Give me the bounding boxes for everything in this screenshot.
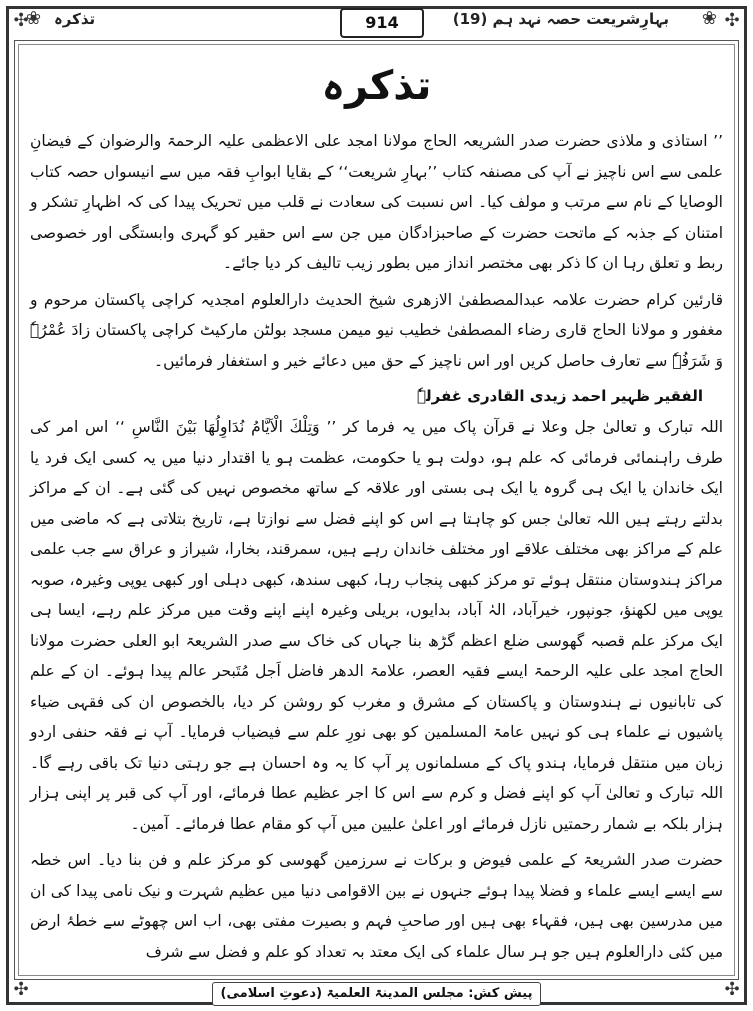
corner-ornament-icon: ✣ <box>13 979 29 1000</box>
page-header <box>14 8 739 38</box>
header-ornament-icon: ❀ <box>26 8 42 29</box>
header-ornament-icon: ❀ <box>701 8 717 29</box>
page-footer <box>14 982 739 1008</box>
corner-ornament-icon: ✣ <box>724 979 740 1000</box>
paragraph: قارئین کرام حضرت علامہ عبدالمصطفیٰ الازھری شیخ الحدیث دارالعلوم امجدیہ کراچی پاکستان مرحوم و مغفور و مولانا الحاج قاری رضاء المصطفیٰ خطیب نیو میمن مسجد بولٹن مارکیٹ کراچی پاکستان زادَ عُمْرُہٗ وَ شَرَفُہٗ سے تعارف حاصل کریں اور اس ناچیز کے حق میں دعائے خیر و استغفار فرمائیں۔ <box>30 290 723 370</box>
corner-ornament-icon: ✣ <box>13 10 29 31</box>
publisher-credit: پیش کش: مجلس المدینۃ العلمیۃ (دعوتِ اسلامی) <box>212 982 542 1006</box>
paragraph: ’’ استاذی و ملاذی حضرت صدر الشریعہ الحاج مولانا امجد علی الاعظمی علیہ الرحمۃ والرضوان کے فیضانِ علمی سے اس ناچیز نے آپ کی مصنفہ کتاب ’’بہارِ شریعت‘‘ کے بقایا ابوابِ فقہ میں سے انیسواں حصہ کتاب الوصایا کے نام سے مرتب و مولف کیا۔ اس نسبت کی سعادت نے قلب میں تحریک پیدا کی کہ اظہارِ تشکر و امتنان کے جذبہ کے ماتحت حضرت کے صاحبزادگان میں جن سے اس حقیر کو گہری وابستگی اور خصوصی ربط و تعلق رہا ان کا ذکر بھی مختصر انداز میں بطور زیب تالیف کر دیا جائے۔ <box>30 132 723 272</box>
page-number: 914 <box>340 8 424 38</box>
section-name: تذکرہ <box>54 10 96 28</box>
page-content <box>30 52 723 961</box>
paragraph: حضرت صدر الشریعۃ کے علمی فیوض و برکات نے سرزمین گھوسی کو مرکز علم و فن بنا دیا۔ اس خطہ سے ایسے ایسے علماء و فضلا پیدا ہوئے جنہوں نے بین الاقوامی دنیا میں عظیم شہرت و نیک نامی پیدا کی ان میں مدرسین بھی ہیں، فقہاء بھی ہیں اور صاحبِ فہم و بصیرت مفتی بھی، اب اس چھوٹے سے خطۂ ارض میں کئی دارالعلوم ہیں جو ہر سال علماء کی ایک معتد بہ تعداد کو علم و فضل سے شرف <box>30 851 723 961</box>
running-title: بہارِشریعت حصہ نہد ہم (19) <box>452 10 669 28</box>
paragraph: اللہ تبارک و تعالیٰ جل وعلا نے قرآن پاک میں یہ فرما کر ’’ وَتِلْكَ الْاَیَّامُ نُدَاوِلُهَا بَیْنَ النَّاسِ ‘‘ اس امر کی طرف راہنمائی فرمائی کہ علم ہو، دولت ہو یا حکومت، عظمت ہو یا اقتدار دنیا میں یہ کسی ایک فرد یا ایک خاندان یا ایک ہی گروہ یا ایک ہی بستی اور علاقہ کے ساتھ مخصوص نہیں کی گئی ہے۔ ان کے مراکز بدلتے رہتے ہیں اللہ تعالیٰ جس کو چاہتا ہے اس کو اپنے فضل سے نوازتا ہے، تاریخ بتلاتی ہے کہ ماضی میں علم کے مراکز بھی مختلف علاقے اور مختلف خاندان رہے ہیں، سمرقند، بخارا، شیراز و عراق سے جب علمی مراکز ہندوستان منتقل ہوئے تو مرکز کبھی پنجاب رہا، کبھی سندھ، کبھی دہلی اور کبھی یوپی وغیرہ، صوبہ یوپی میں لکھنؤ، جونپور، خیرآباد، الہٰ آباد، بدایوں، بریلی وغیرہ اپنے اپنے وقت میں مرکز علم رہے، ایسا ہی ایک مرکز علم قصبہ گھوسی ضلع اعظم گڑھ بنا جہاں کی خاک سے صدر الشریعۃ ابو العلی حضرت مولانا الحاج امجد علی علیہ الرحمۃ ایسے فقیہ العصر، علامۃ الدھر فاضل اَجل مُتَبحر عالم پیدا ہوئے۔ ان کے علم کی تابانیوں نے ہندوستان و پاکستان کے مشرق و مغرب کو روشن کر دیا، بالخصوص ان کی فقہی ضیاء پاشیوں نے علماء ہی کو نہیں عامۃ المسلمین کو بھی نورِ علم سے فیضیاب فرمایا۔ آپ نے فقہ حنفی اردو زبان میں منتقل فرمایا، ہندو پاک کے مسلمانوں پر آپ کا یہ وہ احسان ہے جو رہتی دنیا تک باقی رہے گا۔ اللہ تبارک و تعالیٰ آپ کو اپنے فضل و کرم سے اس کا اجر عظیم عطا فرمائے، اور آپ کی قبر پر اپنی ہزار ہزار بلکہ بے شمار رحمتیں نازل فرمائے اور اعلیٰ علیین میں آپ کو مقام عطا فرمائے۔ آمین۔ <box>30 418 723 833</box>
page-title: تذکرہ <box>321 63 432 109</box>
corner-ornament-icon: ✣ <box>724 10 740 31</box>
author-signature: الفقیر ظہیر احمد زیدی القادری غفرلہٗ <box>417 387 703 405</box>
